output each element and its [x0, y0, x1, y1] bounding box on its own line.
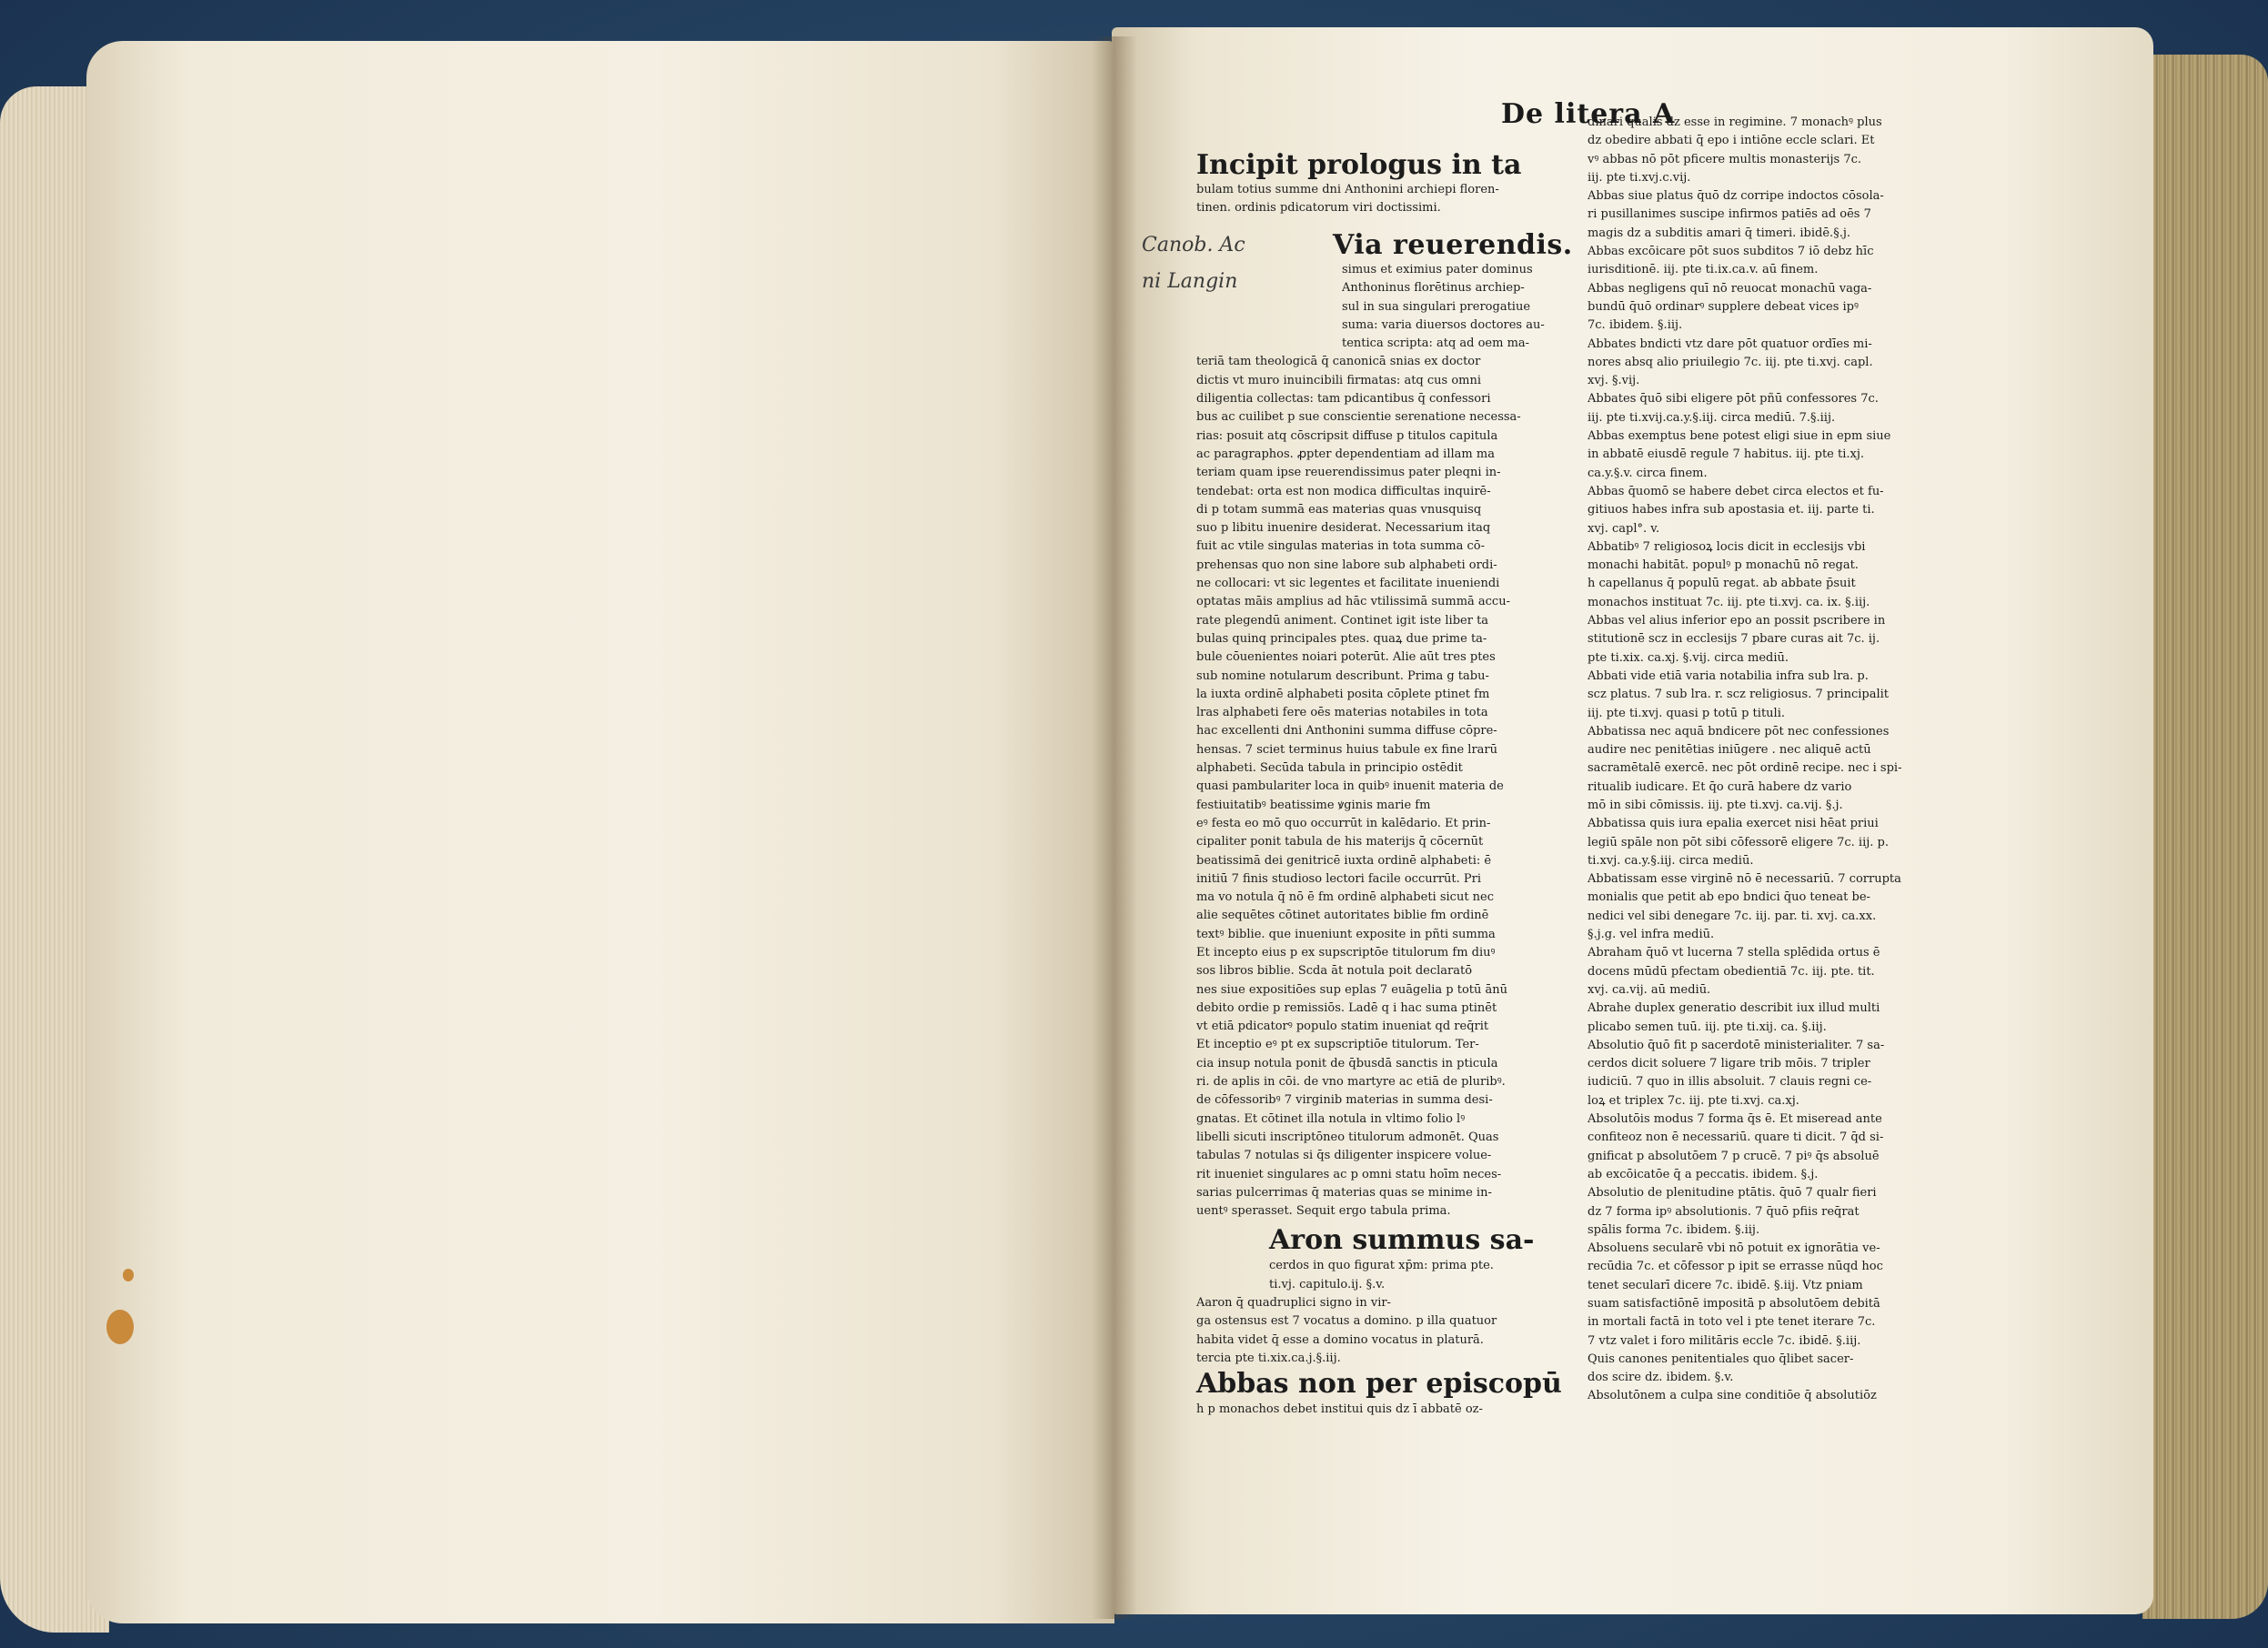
- text-line: sul in sua singulari prerogatiue: [1342, 299, 1531, 314]
- text-line: uentꝰ sperasset. Sequit ergo tabula prima.: [1196, 1204, 1451, 1219]
- text-line: teriam quam ipse reuerendissimus pater pleqni in-: [1196, 466, 1501, 480]
- text-line: rias: posuit atq cōscripsit diffuse p titulos capitula: [1196, 428, 1498, 443]
- text-line: ma vo notula q̄ nō ē fm ordinē alphabeti sicut nec: [1196, 890, 1495, 905]
- text-line: cerdos in quo figurat xp̄m: prima pte.: [1269, 1259, 1494, 1273]
- aaron-block: [1196, 1224, 1556, 1294]
- text-line: ne collocari: vt sic legentes et facilitate inueniendi: [1196, 577, 1500, 591]
- text-line: tabulas 7 notulas si q̄s diligenter inspicere volue-: [1196, 1149, 1492, 1163]
- text-line: Abbatissa nec aquā bndicere pōt nec confessiones: [1588, 724, 1890, 739]
- text-line: Abbatibꝰ 7 religiosoꝝ locis dicit in ecclesijs vbi: [1588, 539, 1866, 554]
- text-line: plicabo semen tuū. iij. pte ti.xij. ca. §.iij.: [1588, 1020, 1827, 1034]
- text-line: Anthoninus florētinus archiep-: [1342, 281, 1525, 296]
- text-line: hac excellenti dni Anthonini summa diffuse cōpre-: [1196, 724, 1497, 739]
- text-line: stitutionē scz in ecclesijs 7 pbare curas ait 7c. ij.: [1588, 632, 1880, 647]
- text-line: Et incepto eius p ex supscriptōe titulorum fm diuꝰ: [1196, 945, 1496, 960]
- text-line: tercia pte ti.xix.ca.j.§.iij.: [1196, 1351, 1341, 1365]
- text-line: ti.vj. capitulo.ij. §.v.: [1269, 1277, 1386, 1291]
- text-line: tendebat: orta est non modica difficultas inquirē-: [1196, 484, 1491, 498]
- right-text-column: [1588, 114, 1924, 1406]
- text-line: bulas quinq principales ptes. quaꝝ due prime ta-: [1196, 631, 1487, 646]
- intro-indented-block: [1196, 229, 1573, 353]
- annotation-line: ni Langin: [1142, 270, 1238, 293]
- text-line: prehensas quo non sine labore sub alphabeti ordi-: [1196, 558, 1497, 572]
- text-line: confiteoz non ē necessariū. quare ti dicit. 7 q̄d si-: [1588, 1130, 1884, 1145]
- text-line: ritualib iudicare. Et q̄o curā habere dz vario: [1588, 779, 1852, 794]
- text-line: suo p libitu inuenire desiderat. Necessarium itaq: [1196, 521, 1491, 536]
- text-line: alie sequētes cōtinet autoritates biblie fm ordinē: [1196, 909, 1489, 923]
- text-line: iij. pte ti.xvj.c.vij.: [1588, 170, 1691, 185]
- text-line: rit inueniet singulares ac p omni statu hoīm neces-: [1196, 1167, 1502, 1181]
- text-line: xvj. capl°. v.: [1588, 521, 1660, 536]
- text-line: iudiciū. 7 quo in illis absoluit. 7 clauis regni ce-: [1588, 1075, 1872, 1090]
- aaron-heading: Aron summus sa-: [1269, 1224, 1535, 1257]
- text-line: Abbas excōicare pōt suos subditos 7 iō debz hīc: [1588, 245, 1874, 259]
- text-line: nedici vel sibi denegare 7c. iij. par. ti. xvj. ca.xx.: [1588, 909, 1877, 923]
- stain-spot: [106, 1310, 134, 1344]
- text-line: audire nec penitētias iniūgere . nec aliquē actū: [1588, 743, 1871, 758]
- text-line: xvj. ca.vij. aū mediū.: [1588, 982, 1711, 997]
- text-line: dos scire dz. ibidem. §.v.: [1588, 1371, 1734, 1385]
- text-line: Aaron q̄ quadruplici signo in vir-: [1196, 1296, 1391, 1311]
- text-line: monachi habitāt. populꝰ p monachū nō regat.: [1588, 558, 1859, 573]
- text-line: monialis que petit ab epo bndici q̄uo teneat be-: [1588, 890, 1870, 905]
- text-line: nes siue expositiōes sup eplas 7 euāgelia p totū ānū: [1196, 982, 1507, 997]
- text-line: lras alphabeti fere oēs materias notabiles in tota: [1196, 706, 1488, 720]
- text-line: ti.xvj. ca.y.§.iij. circa mediū.: [1588, 853, 1754, 868]
- text-line: ca.y.§.v. circa finem.: [1588, 466, 1708, 480]
- intro-drop-heading: Via reuerendis.: [1333, 229, 1573, 261]
- right-column-body: [1588, 114, 1924, 1406]
- text-line: Et inceptio eꝰ pt ex supscriptiōe titulorum. Ter-: [1196, 1038, 1479, 1052]
- text-line: gitiuos habes infra sub apostasia et. iij. parte ti.: [1588, 503, 1875, 518]
- text-line: mō in sibi cōmissis. iij. pte ti.xvj. ca.vij. §.j.: [1588, 798, 1843, 812]
- text-line: ga ostensus est 7 vocatus a domino. p illa quatuor: [1196, 1314, 1497, 1329]
- text-line: ac paragraphos. ꝓpter dependentiam ad illam ma: [1196, 447, 1495, 461]
- text-line: cipaliter ponit tabula de his materijs q̄ cōcernūt: [1196, 835, 1484, 849]
- text-line: h p monachos debet institui quis dz ī abbatē oz-: [1196, 1402, 1483, 1417]
- text-line: di p totam summā eas materias quas vnusquisq: [1196, 502, 1482, 517]
- text-line: Absolutio q̄uō fit p sacerdotē ministerialiter. 7 sa-: [1588, 1038, 1885, 1052]
- text-line: diligentia collectas: tam pdicantibus q̄ confessori: [1196, 392, 1491, 407]
- text-line: initiū 7 finis studioso lectori facile occurrūt. Pri: [1196, 871, 1482, 886]
- text-line: dinari qualis dz esse in regimine. 7 monachꝰ plus: [1588, 116, 1882, 129]
- text-line: Abbati vide etiā varia notabilia infra sub lra. p.: [1588, 668, 1869, 683]
- text-line: magis dz a subditis amari q̄ timeri. ibidē.§.j.: [1588, 226, 1850, 240]
- prologue-subline: bulam totius summe dni Anthonini archiepi floren-: [1196, 183, 1499, 196]
- text-line: festiuitatibꝰ beatissime ꝟginis marie fm: [1196, 798, 1431, 812]
- text-line: scz platus. 7 sub lra. r. scz religiosus. 7 principalit: [1588, 688, 1889, 702]
- text-line: Abbatissam esse virginē nō ē necessariū. 7 corrupta: [1588, 872, 1901, 887]
- text-line: iij. pte ti.xvij.ca.y.§.iij. circa mediū. 7.§.iij.: [1588, 410, 1836, 425]
- text-line: bundū q̄uō ordinarꝰ supplere debeat vices ipꝰ: [1588, 299, 1859, 314]
- prologue-title: Incipit prologus in ta: [1196, 149, 1522, 181]
- right-page-edges: [2142, 55, 2268, 1619]
- text-line: ri pusillanimes suscipe infirmos patiēs ad oēs 7: [1588, 207, 1871, 222]
- prologue-subline: tinen. ordinis pdicatorum viri doctissimi.: [1196, 201, 1441, 215]
- text-line: Abbas siue platus q̄uō dz corripe indoctos cōsola-: [1588, 189, 1884, 204]
- text-line: simus et eximius pater dominus: [1342, 263, 1533, 276]
- text-line: 7 vtz valet i foro militāris eccle 7c. ibidē. §.iij.: [1588, 1333, 1861, 1348]
- text-line: Abbas vel alius inferior epo an possit pscribere in: [1588, 614, 1886, 628]
- text-line: Quis canones penitentiales quo q̄libet sacer-: [1588, 1352, 1854, 1366]
- text-line: tenet secularī dicere 7c. ibidē. §.iij. Vtz pniam: [1588, 1278, 1863, 1292]
- abbas-heading: Abbas non per episcopū: [1196, 1368, 1562, 1401]
- text-line: tentica scripta: atq ad oem ma-: [1342, 337, 1530, 351]
- text-line: Absolutio de plenitudine ptātis. q̄uō 7 qualr fieri: [1588, 1186, 1877, 1201]
- book-gutter: [1092, 36, 1137, 1619]
- page-header: De litera A: [1501, 98, 1676, 130]
- text-line: xvj. §.vij.: [1588, 374, 1640, 388]
- text-line: gnificat p absolutōem 7 p crucē. 7 piꝰ q̄s absoluē: [1588, 1149, 1880, 1163]
- stain-spot-small: [123, 1269, 134, 1281]
- text-line: Absoluens secularē vbi nō potuit ex ignorātia ve-: [1588, 1241, 1880, 1256]
- text-line: eꝰ festa eo mō quo occurrūt in kalēdario. Et prin-: [1196, 816, 1491, 830]
- text-line: recūdia 7c. et cōfessor p ipit se errasse nūqd hoc: [1588, 1260, 1883, 1274]
- text-line: vt etiā pdicatorꝰ populo statim inueniat qd req̄rit: [1196, 1020, 1489, 1034]
- text-line: Abraham q̄uō vt lucerna 7 stella splēdida ortus ē: [1588, 946, 1880, 960]
- text-line: Abbas q̄uomō se habere debet circa electos et fu-: [1588, 484, 1884, 498]
- text-line: libelli sicuti inscriptōneo titulorum admonēt. Quas: [1196, 1130, 1499, 1144]
- text-line: nores absq alio priuilegio 7c. iij. pte ti.xvj. capl.: [1588, 355, 1873, 369]
- text-line: dictis vt muro inuincibili firmatas: atq cus omni: [1196, 373, 1482, 387]
- text-line: ab excōicatōe q̄ a peccatis. ibidem. §.j.: [1588, 1167, 1819, 1181]
- text-line: Abbas exemptus bene potest eligi siue in epm siue: [1588, 429, 1891, 444]
- text-line: sacramētalē exercē. nec pōt ordinē recipe. nec i spi-: [1588, 761, 1902, 776]
- text-line: optatas māis amplius ad hāc vtilissimā summā accu-: [1196, 595, 1510, 609]
- text-line: legiū spāle non pōt sibi cōfessorē eligere 7c. iij. p.: [1588, 835, 1889, 849]
- text-line: sos libros biblie. Scda āt notula poit declaratō: [1196, 964, 1473, 979]
- annotation-line: Canob. Ac: [1142, 234, 1245, 256]
- text-line: iij. pte ti.xvj. quasi p totū p tituli.: [1588, 706, 1785, 720]
- text-line: Absolutōnem a culpa sine conditiōe q̄ absolutiōz: [1588, 1389, 1877, 1403]
- text-line: §.j.g. vel infra mediū.: [1588, 928, 1715, 942]
- text-line: h capellanus q̄ populū regat. ab abbate p̄suit: [1588, 577, 1856, 591]
- text-line: Absolutōis modus 7 forma q̄s ē. Et miseread ante: [1588, 1112, 1882, 1127]
- intro-body: [1196, 353, 1556, 1221]
- text-line: monachos instituat 7c. iij. pte ti.xvj. ca. ix. §.iij.: [1588, 595, 1870, 609]
- text-line: Abbates bndicti vtz dare pōt quatuor ordīes mi-: [1588, 337, 1872, 351]
- text-line: suam satisfactiōnē impositā p absolutōem debitā: [1588, 1297, 1880, 1311]
- text-line: hensas. 7 sciet terminus huius tabule ex fine lrarū: [1196, 742, 1497, 757]
- text-line: in abbatē eiusdē regule 7 habitus. iij. pte ti.xj.: [1588, 447, 1865, 462]
- text-line: pte ti.xix. ca.xj. §.vij. circa mediū.: [1588, 650, 1789, 665]
- text-line: sub nomine notularum describunt. Prima g tabu-: [1196, 668, 1489, 683]
- text-line: quasi pambulariter loca in quibꝰ inuenit materia de: [1196, 779, 1504, 794]
- text-line: la iuxta ordinē alphabeti posita cōplete ptinet fm: [1196, 687, 1490, 701]
- left-text-column: [1196, 149, 1573, 1420]
- text-line: vꝰ abbas nō pōt pficere multis monasterijs 7c.: [1588, 152, 1862, 166]
- text-line: rate plegendū animent. Continet igit iste liber ta: [1196, 613, 1489, 628]
- text-line: de cōfessoribꝰ 7 virginib materias in summa desi-: [1196, 1093, 1493, 1108]
- text-line: habita videt q̄ esse a domino vocatus in platurā.: [1196, 1332, 1484, 1347]
- text-line: gnatas. Et cōtinet illa notula in vltimo folio lꝰ: [1196, 1111, 1466, 1126]
- text-line: cerdos dicit soluere 7 ligare trib mōis. 7 tripler: [1588, 1057, 1870, 1071]
- text-line: cia insup notula ponit de q̄busdā sanctis in pticula: [1196, 1056, 1498, 1070]
- text-line: Abbatissa quis iura epalia exercet nisi hēat priui: [1588, 817, 1879, 831]
- text-line: bule cōuenientes noiari poterūt. Alie aūt tres ptes: [1196, 650, 1496, 665]
- left-page-blank: [86, 41, 1114, 1623]
- text-line: dz obedire abbati q̄ epo i intiōne eccle sclari. Et: [1588, 134, 1875, 148]
- text-line: ri. de aplis in cōi. de vno martyre ac etiā de pluribꝰ.: [1196, 1075, 1506, 1090]
- text-line: dz 7 forma ipꝰ absolutionis. 7 q̄uō pfiis req̄rat: [1588, 1204, 1860, 1219]
- text-line: in mortali factā in toto vel i pte tenet iterare 7c.: [1588, 1315, 1876, 1330]
- text-line: suma: varia diuersos doctores au-: [1342, 317, 1545, 332]
- text-line: spālis forma 7c. ibidem. §.iij.: [1588, 1222, 1760, 1237]
- text-line: bus ac cuilibet p sue conscientie serenatione necessa-: [1196, 410, 1521, 425]
- text-line: sarias pulcerrimas q̄ materias quas se minime in-: [1196, 1185, 1492, 1200]
- text-line: 7c. ibidem. §.iij.: [1588, 318, 1683, 333]
- text-line: fuit ac vtile singulas materias in tota summa cō-: [1196, 539, 1486, 554]
- text-line: teriā tam theologicā q̄ canonicā snias ex doctor: [1196, 355, 1481, 369]
- text-line: textꝰ biblie. que inueniunt exposite in pñti summa: [1196, 927, 1496, 941]
- text-line: Abbas negligens quī nō reuocat monachū vaga-: [1588, 281, 1872, 296]
- text-line: loꝝ et triplex 7c. iij. pte ti.xvj. ca.xj.: [1588, 1093, 1799, 1108]
- text-line: docens mūdū pfectam obedientiā 7c. iij. pte. tit.: [1588, 964, 1875, 979]
- text-line: debito ordie p remissiōs. Ladē q i hac suma ptinēt: [1196, 1000, 1497, 1015]
- text-line: Abrahe duplex generatio describit iux illud multi: [1588, 1001, 1880, 1016]
- text-line: beatissimā dei genitricē iuxta ordinē alphabeti: ē: [1196, 853, 1492, 868]
- text-line: iurisditionē. iij. pte ti.ix.ca.v. aū finem.: [1588, 263, 1819, 277]
- text-line: alphabeti. Secūda tabula in principio ostēdit: [1196, 761, 1463, 776]
- text-line: Abbates q̄uō sibi eligere pōt pñū confessores 7c.: [1588, 392, 1879, 407]
